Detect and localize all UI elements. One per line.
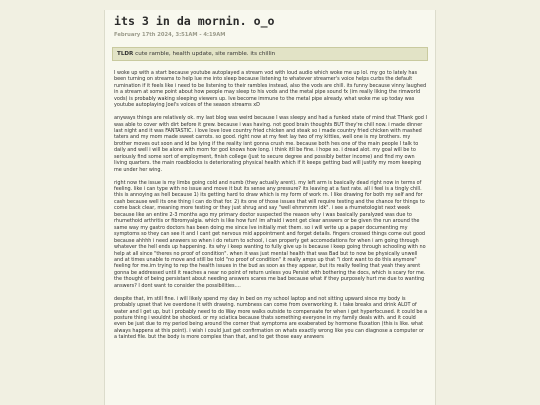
paragraph: right now the issue is my limbs going cold and numb (they actually arent). my left arm is basically dead right now in terms of feeling. like i can type with no issue and move it but its sense any pressure? its leaving at a fast rate. all i feel is a tingly chill. this is annoying as hell because 1) its getting hard to draw which is my form of work rn. I like drawing for both my self and for cash because well its one thing i can do that for. 2) its one of those issues that will require testing and the chance for things to come back clear, meaning more testing or they just shrug and say "well ehmmmm idk". i see a rhumetologist next week because like an entire 2-3 months ago my primary doctor suspected the reason why i was basically paralyzed was due to rhumethoid arthritis or fibromyalgia. which is like how fun! im afraid i wont get clear answers or be given the run around the same way my gastro doctors has been doing me since Ive initially met them. so i will write up a paper documenting my symptoms so they can see it and I cant get nervous mid appointment and forget details. fingers crossed things come out good because ahhhh i need answers so when i do return to school, i can properly get accomodations for when i am going through whatever the hell ends up happening. its why i keep wanting to fully give up is because i keep going through schooling with no help at all since "theres no proof of condition". when it was just mental health that was Bad but to now be physically unwell and at times unable to move and still be told "no proof of condition" it really amps up that "i dont want to do this anymore" feeling for me.im trying to rep the health issues in the bud as soon as they appear, but its really feeling that yeah they arent gonna be addressed until it reaches a near no point of return unless you Persist with bothering the docs, which is scary for me. the thought of being persistant about needing answers scares me bad because what if they purposely hurt me due to wanting answers? I dont want to consider the possibilities.... bbox=[114, 179, 426, 289]
paragraph: anyways things are relatively ok. my last blog was weird because I was sleepy and had a funked state of mind that THank god I was able to cover with dirt before it grew. because i was having. not good brain thoughts BUT they're chill now. i made dinner last night and it was FANTASTIC. i love love love country fried chicken and steak so i made country fried chicken with mashed taters and my mom made sweet carrots. so good. right now at my feet lay two of my kitties, well one is my brothers. my brother moves out soon and Id be lying if the reality isnt gonna crush me. because both hes one of the main people I talk to daily and well i will be alone with mom for god knows how long. i think itll be fine. i hope so. i dread alot. my goal will be to seriously find some sort of employment, finish college (just to secure degree and possibly better income) and find my own living quarters. the main roadblocks is deteriorating physical health which if it keeps getting bad will justify my mom keeping me under her wing. bbox=[114, 115, 427, 173]
blog-post bbox=[104, 10, 436, 405]
paragraph: I woke up with a start because youtube autoplayed a stream vod with loud audio which woke me up lol. my go to lately has been turning on streams to help lue me into sleep because listening to whatever streamer's voice helps curbs the default rumination if it feels like i need to be listening to their rambles instead, also the vods are chill. its funny because vinny laughed in a stream at some point about how people may sleep to his vods and the metal pipe sound fx (im really liking the rimworld vods) is probably waking sleeping viewers up. Ive become immune to the metal pipe already. what woke me up today was youtube autoplaying Joel's voices of the season streams xD bbox=[114, 70, 427, 109]
post-body bbox=[114, 70, 428, 347]
paragraph: despite that, im still fine. i will likely spend my day in bed on my school laptop and not sitting upward since my body is probably upset that ive overdone it with drawing. numbness can come from overworking it. i take breaks and drink ALOT of water and I get up, but i probably need to do Way more walks outside to compensate for when i get hyperfocused. it could be a posture thing i wouldnt be shocked. or my sciatica because thats something everyone in my family deals with. and it could even be just due to my period being around the corner that symptoms are exaberated by hormone fluxation (this is like. what always happens at this point). i wish i could just get confirmation on whats exactly wrong like you can diagnose a computer or a tainted file. but the body is more complex than that, and to get those easy answers bbox=[114, 295, 428, 341]
post-title: its 3 in da mornin. o_o bbox=[114, 14, 275, 28]
tldr-label: TLDR bbox=[117, 51, 134, 57]
post-date: February 17th 2024, 3:51AM - 4:19AM bbox=[114, 32, 226, 38]
tldr-box bbox=[112, 47, 428, 61]
tldr-text: cute ramble, health update, site ramble. its chillin bbox=[135, 51, 276, 57]
